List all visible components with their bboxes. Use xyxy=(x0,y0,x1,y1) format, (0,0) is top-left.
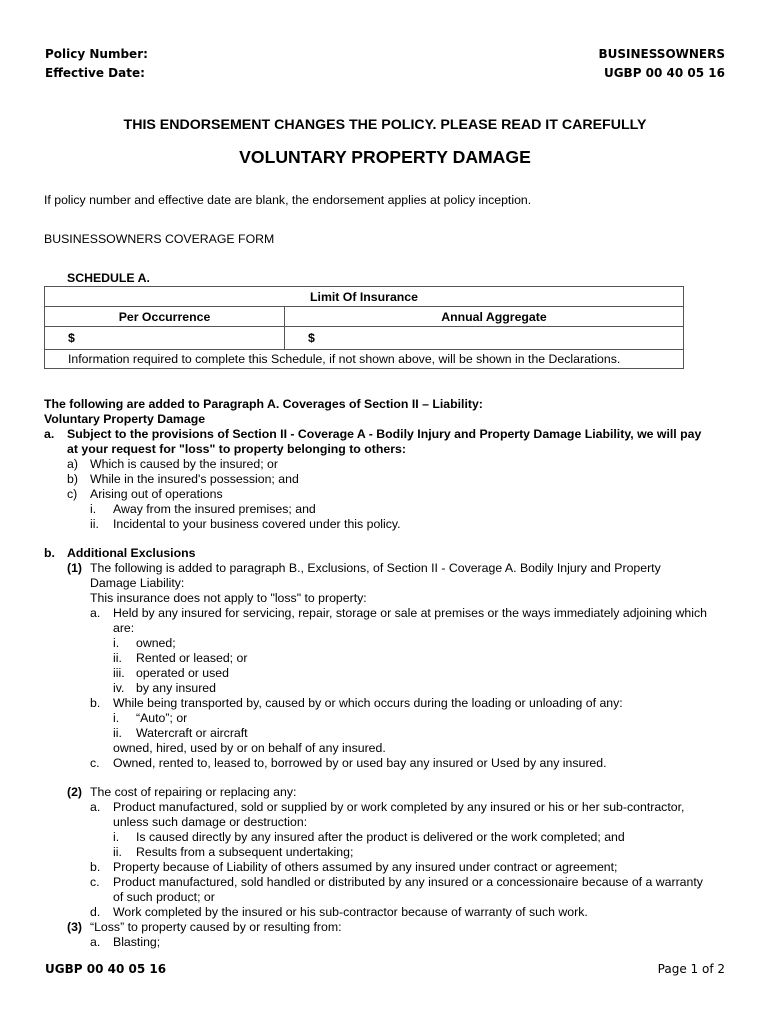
list-marker: c. xyxy=(90,756,100,770)
list-marker: a. xyxy=(90,935,101,949)
list-item: Blasting; xyxy=(113,935,161,949)
list-item: Incidental to your business covered under this policy. xyxy=(113,517,401,531)
list-item: Product manufactured, sold or supplied by or work completed by any insured or his or her sub-contractor, xyxy=(113,800,685,814)
list-marker: a) xyxy=(67,457,78,471)
list-marker: d. xyxy=(90,905,101,919)
list-item: Held by any insured for servicing, repair, storage or sale at premises or the ways immediately adjoining which xyxy=(113,606,707,620)
list-item: Watercraft or aircraft xyxy=(136,726,248,740)
schedule-info-note: Information required to complete this Schedule, if not shown above, will be shown in the Declarations. xyxy=(45,350,684,369)
list-item-cont: are: xyxy=(113,621,135,635)
effective-date-label: Effective Date: xyxy=(45,66,145,80)
list-marker: ii. xyxy=(113,726,122,740)
list-marker: i. xyxy=(113,636,120,650)
list-item: Property because of Liability of others assumed by any insured under contract or agreement; xyxy=(113,860,618,874)
list-marker: ii. xyxy=(113,845,122,859)
list-item: Which is caused by the insured; or xyxy=(90,457,278,471)
blank-note: If policy number and effective date are blank, the endorsement applies at policy inception. xyxy=(44,193,532,207)
footer-form-code: UGBP 00 40 05 16 xyxy=(45,962,167,976)
list-marker: b. xyxy=(44,546,55,560)
list-marker: b) xyxy=(67,472,78,486)
col-annual-aggregate: Annual Aggregate xyxy=(285,307,684,327)
schedule-label: SCHEDULE A. xyxy=(67,271,150,285)
list-item: Results from a subsequent undertaking; xyxy=(136,845,354,859)
paragraph-a-cont: at your request for "loss" to property belonging to others: xyxy=(67,442,406,456)
list-item-cont: Damage Liability: xyxy=(90,576,185,590)
list-item: by any insured xyxy=(136,681,216,695)
list-marker: i. xyxy=(113,830,120,844)
list-marker: b. xyxy=(90,860,101,874)
form-name: BUSINESSOWNERS xyxy=(598,47,725,61)
list-item: Rented or leased; or xyxy=(136,651,248,665)
list-item: operated or used xyxy=(136,666,229,680)
list-item: “Loss” to property caused by or resulting from: xyxy=(90,920,342,934)
list-marker: (1) xyxy=(67,561,83,575)
paragraph-a: Subject to the provisions of Section II - Coverage A - Bodily Injury and Property Damage Liability, we will pay xyxy=(67,427,702,441)
section-title: Voluntary Property Damage xyxy=(44,412,206,426)
list-item-cont: unless such damage or destruction: xyxy=(113,815,308,829)
list-item-cont: This insurance does not apply to "loss" to property: xyxy=(90,591,367,605)
list-marker: iii. xyxy=(113,666,125,680)
limit-header: Limit Of Insurance xyxy=(45,287,684,307)
list-item: “Auto”; or xyxy=(136,711,188,725)
list-item: Is caused directly by any insured after the product is delivered or the work completed; and xyxy=(136,830,625,844)
list-marker: a. xyxy=(90,606,101,620)
list-item: The cost of repairing or replacing any: xyxy=(90,785,297,799)
list-marker: c) xyxy=(67,487,78,501)
section-title: Additional Exclusions xyxy=(67,546,196,560)
body-heading: The following are added to Paragraph A. Coverages of Section II – Liability: xyxy=(44,397,483,411)
list-item: Arising out of operations xyxy=(90,487,223,501)
list-marker: a. xyxy=(90,800,101,814)
list-marker: ii. xyxy=(113,651,122,665)
coverage-form-title: BUSINESSOWNERS COVERAGE FORM xyxy=(44,232,275,246)
list-marker: i. xyxy=(90,502,97,516)
per-occurrence-value: $ xyxy=(45,327,285,350)
list-item: While being transported by, caused by or which occurs during the loading or unloading of any: xyxy=(113,696,623,710)
list-item: The following is added to paragraph B., Exclusions, of Section II - Coverage A. Bodily Injury and Property xyxy=(90,561,661,575)
list-marker: i. xyxy=(113,711,120,725)
page-title: VOLUNTARY PROPERTY DAMAGE xyxy=(239,147,531,167)
endorsement-notice: THIS ENDORSEMENT CHANGES THE POLICY. PLEASE READ IT CAREFULLY xyxy=(123,117,647,133)
list-marker: a. xyxy=(44,427,55,441)
list-item-cont: owned, hired, used by or on behalf of any insured. xyxy=(113,741,386,755)
list-item: Product manufactured, sold handled or distributed by any insured or a concessionaire because of a warranty xyxy=(113,875,703,889)
list-marker: iv. xyxy=(113,681,125,695)
list-marker: (2) xyxy=(67,785,83,799)
list-marker: (3) xyxy=(67,920,83,934)
page-number: Page 1 of 2 xyxy=(657,962,725,976)
list-marker: c. xyxy=(90,875,100,889)
list-item: Work completed by the insured or his sub-contractor because of warranty of such work. xyxy=(113,905,588,919)
annual-aggregate-value: $ xyxy=(285,327,684,350)
list-item: owned; xyxy=(136,636,176,650)
policy-number-label: Policy Number: xyxy=(45,47,148,61)
form-code: UGBP 00 40 05 16 xyxy=(603,66,725,80)
list-item-cont: of such product; or xyxy=(113,890,215,904)
list-item: Owned, rented to, leased to, borrowed by or used bay any insured or Used by any insured. xyxy=(113,756,607,770)
list-item: Away from the insured premises; and xyxy=(113,502,316,516)
list-marker: b. xyxy=(90,696,101,710)
schedule-table xyxy=(44,286,684,369)
list-marker: ii. xyxy=(90,517,99,531)
list-item: While in the insured's possession; and xyxy=(90,472,299,486)
col-per-occurrence: Per Occurrence xyxy=(45,307,285,327)
